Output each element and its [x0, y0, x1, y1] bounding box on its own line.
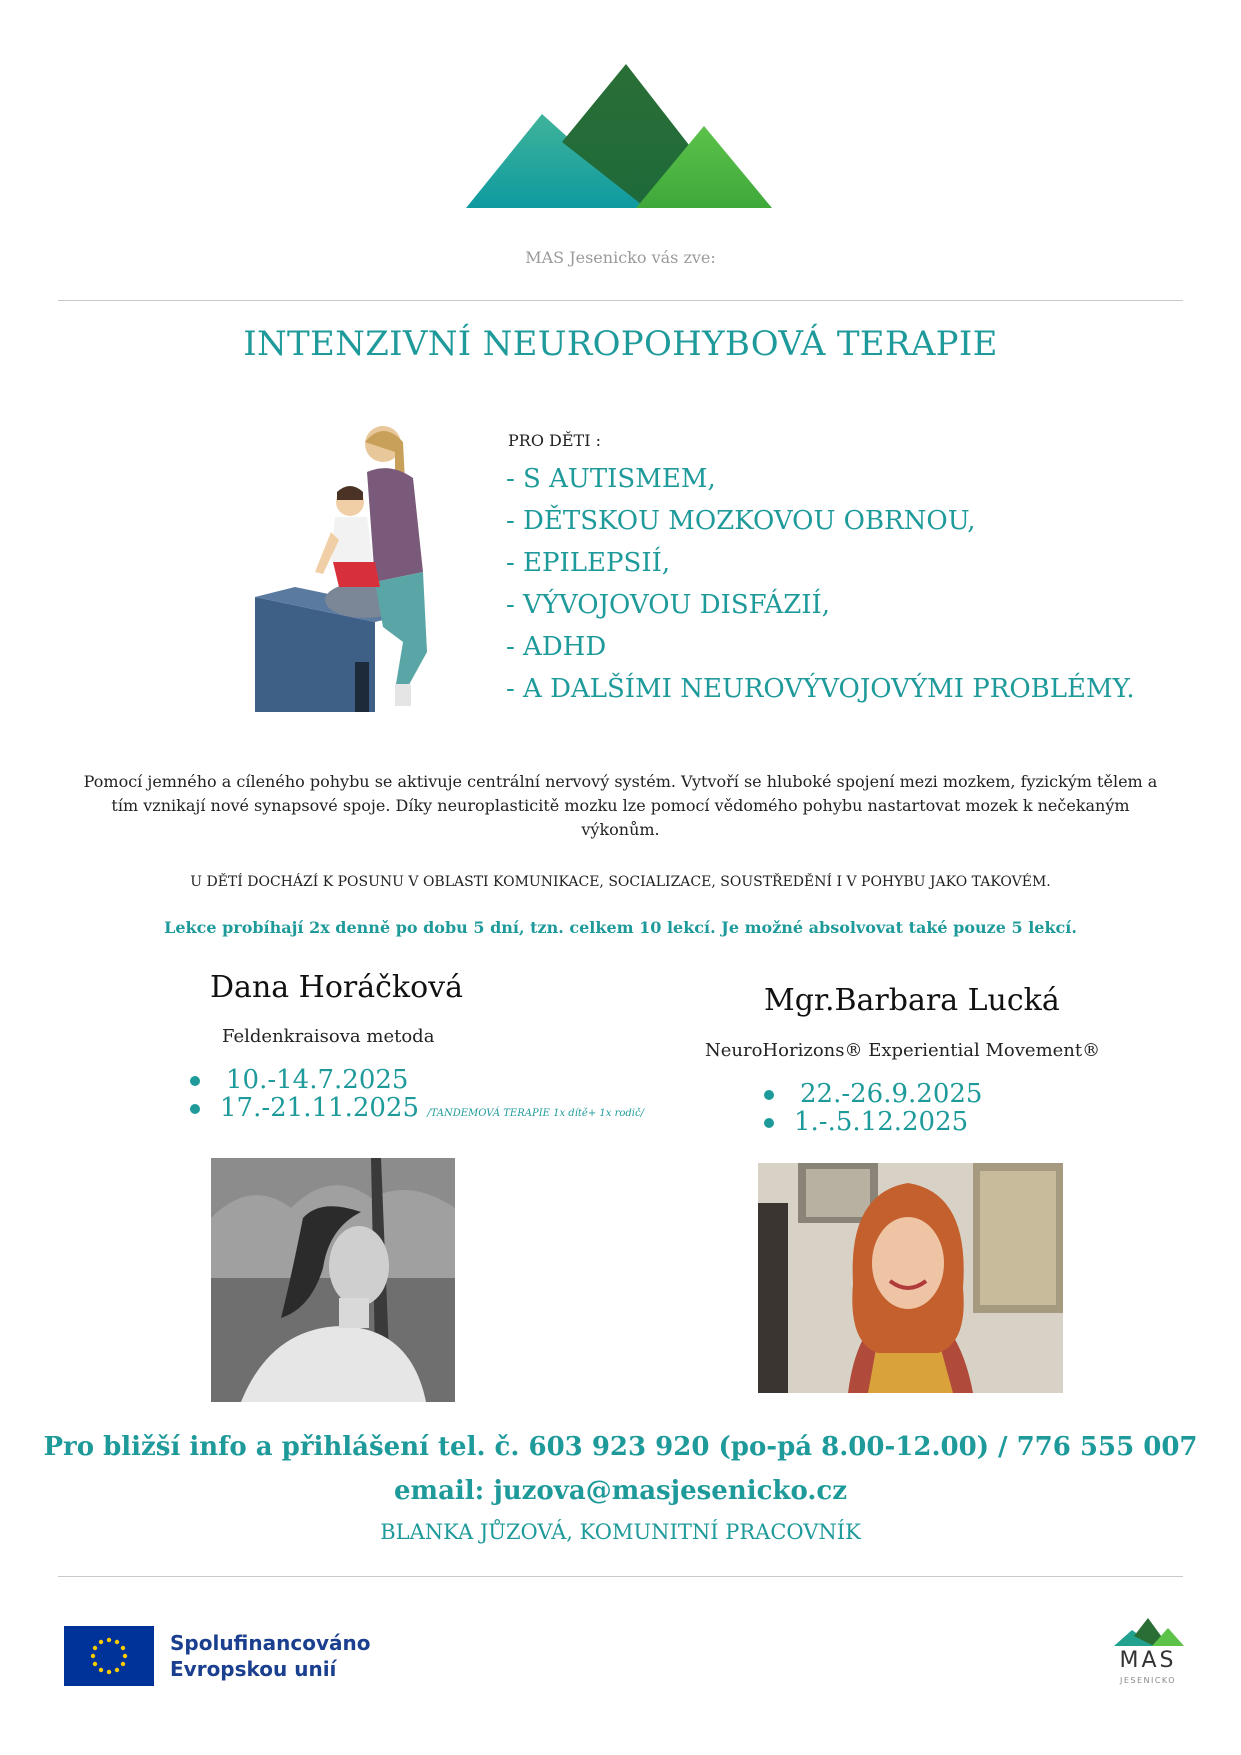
mas-logo-subtitle: JESENICKO	[1119, 1676, 1177, 1685]
eu-line-1: Spolufinancováno	[170, 1631, 371, 1655]
therapist-1-method: Feldenkraisova metoda	[222, 1026, 435, 1047]
condition-item: - EPILEPSIÍ,	[506, 548, 671, 578]
condition-item: - A DALŠÍMI NEUROVÝVOJOVÝMI PROBLÉMY.	[506, 674, 1135, 704]
date-item	[764, 1108, 1064, 1136]
date-item	[190, 1094, 690, 1122]
mas-mountain-logo	[466, 62, 772, 212]
contact-phone: Pro bližší info a přihlášení tel. č. 603 923 920 (po-pá 8.00-12.00) / 776 555 007	[43, 1432, 1198, 1462]
condition-item: - S AUTISMEM,	[506, 464, 716, 494]
therapist-2-name: Mgr.Barbara Lucká	[764, 983, 1060, 1018]
bullet-icon	[190, 1076, 200, 1086]
bullet-icon	[764, 1118, 774, 1128]
date-item	[764, 1080, 1064, 1108]
date-text: 22.-26.9.2025	[800, 1079, 983, 1109]
therapist-1-photo	[211, 1158, 455, 1402]
therapist-1-dates	[190, 1066, 690, 1122]
therapy-photo	[255, 422, 455, 712]
audience-label: PRO DĚTI :	[508, 431, 601, 450]
date-text: 1.-.5.12.2025	[794, 1107, 969, 1137]
description-paragraph: Pomocí jemného a cíleného pohybu se aktivuje centrální nervový systém. Vytvoří se hluboké spojení mezi mozkem, fyzickým tělem a tím vznikají nové synapsové spoje. Díky neuroplasticitě mozku lze pomocí vědomého pohybu nastartovat mozek k nečekaným výkonům.	[83, 772, 1158, 839]
mas-logo-word: MAS	[1119, 1648, 1177, 1673]
date-text: 17.-21.11.2025	[220, 1093, 419, 1123]
therapist-2-method: NeuroHorizons® Experiential Movement®	[705, 1040, 1101, 1061]
lessons-info: Lekce probíhají 2x denně po dobu 5 dní, tzn. celkem 10 lekcí. Je možné absolvovat také pouze 5 lekcí.	[164, 918, 1077, 937]
therapist-2-photo	[758, 1163, 1063, 1393]
bullet-icon	[764, 1090, 774, 1100]
conditions-list	[506, 458, 1135, 710]
capabilities-text: U DĚTÍ DOCHÁZÍ K POSUNU V OBLASTI KOMUNIKACE, SOCIALIZACE, SOUSTŘEDĚNÍ I V POHYBU JAKO TAKOVÉM.	[190, 874, 1051, 890]
condition-item: - DĚTSKOU MOZKOVOU OBRNOU,	[506, 506, 976, 536]
eu-cofinanced-text	[170, 1630, 370, 1682]
therapist-1-name: Dana Horáčková	[210, 970, 464, 1005]
therapist-2-dates	[764, 1080, 1064, 1136]
date-item	[190, 1066, 690, 1094]
eu-line-2: Evropskou unií	[170, 1657, 337, 1681]
date-text: 10.-14.7.2025	[226, 1065, 409, 1095]
eu-stars	[64, 1626, 154, 1686]
page-title: INTENZIVNÍ NEUROPOHYBOVÁ TERAPIE	[243, 324, 998, 364]
condition-item: - ADHD	[506, 632, 607, 662]
tandem-note: /TANDEMOVÁ TERAPIE 1x dítě+ 1x rodič/	[427, 1108, 644, 1119]
condition-item: - VÝVOJOVOU DISFÁZIÍ,	[506, 590, 831, 620]
contact-person: BLANKA JŮZOVÁ, KOMUNITNÍ PRACOVNÍK	[380, 1520, 861, 1544]
bottom-divider	[58, 1576, 1183, 1577]
intro-text: MAS Jesenicko vás zve:	[525, 248, 716, 267]
contact-email[interactable]: email: juzova@masjesenicko.cz	[394, 1476, 847, 1506]
top-divider	[58, 300, 1183, 301]
bullet-icon	[190, 1104, 200, 1114]
eu-flag-icon	[64, 1626, 154, 1686]
